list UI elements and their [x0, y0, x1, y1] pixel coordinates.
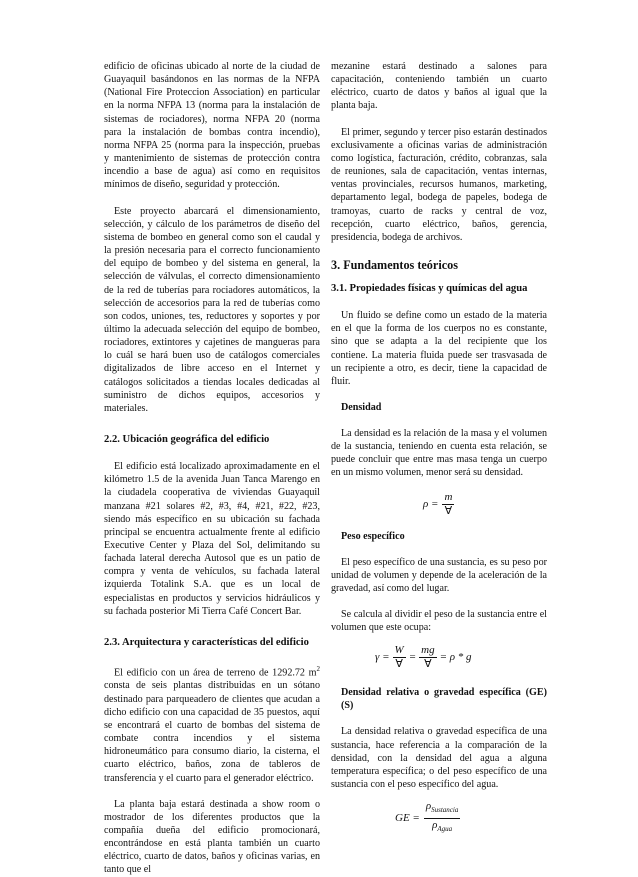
- paragraph-project-scope: Este proyecto abarcará el dimensionamiento, selección, y cálculo de los parámetros de diseño del sistema de bombeo en general como son el caudal y la presión necesaria para el correcto funcionamiento del equipo de bombeo y del sistema en general, la selección de válvulas, el correcto dimensionamiento de la red de tuberías para rociadores automáticos, la selección de accesorios para la red de tuberías como son codos, uniones, tes, reductores y soportes y por último la adecuada selección del equipo de bombeo, rociadores, extintores y cajetines de mangueras para lo cuál se hará buen uso de catálogos comerciales digitalizados de libre acceso en el Internet y catálogos solicitados a tiendas locales dedicadas al suministro de dichos equipos, accesorios y materiales.: [104, 205, 320, 414]
- paragraph-relative-density: La densidad relativa o gravedad específica de una sustancia, hace referencia a la comparación de la densidad, con la densidad del agua a alguna temperatura específica; o del peso específico de una sustancia con el peso específico del agua.: [331, 726, 547, 790]
- paragraph-mezzanine: mezanine estará destinado a salones para capacitación, conteniendo también un cuarto eléctrico, cuarto de datos y baños al igual que la planta baja.: [331, 61, 547, 112]
- section-heading-architecture: 2.3. Arquitectura y características del edificio: [104, 636, 309, 648]
- paragraph-intro-continued: edificio de oficinas ubicado al norte de la ciudad de Guayaquil basándonos en las normas de la NFPA (National Fire Proteccion Association) en particular en la norma NFPA 13 (norma para la instalación de sistemas de rociadores), norma NFPA 20 (norma para la instalación de bombas contra incendio), norma NFPA 25 (norma para la inspección, pruebas y mantenimiento de sistemas de protección contra incendio a base de agua) así como en requisitos mínimos de diseño, seguridad y protección.: [104, 61, 320, 191]
- paragraph-fluid-definition: Un fluido se define como un estado de la materia en el que la forma de los cuerpos no es constante, sino que se adapta a la del recipiente que los contiene. La materia fluida puede ser trasvasada de un recipiente a otro, es decir, tiene la capacidad de fluir.: [331, 310, 547, 387]
- section-heading-theory: 3. Fundamentos teóricos: [331, 258, 458, 273]
- section-heading-location: 2.2. Ubicación geográfica del edificio: [104, 434, 270, 446]
- equation-density: ρ = $\frac{m}{\forall}$: [423, 491, 453, 518]
- paragraph-location: El edificio está localizado aproximadamente en el kilómetro 1.5 de la avenida Juan Tanca Marengo en la ciudadela cooperativa de viviendas Guayaquil manzana #21 solares #2, #3, #4, #21, #22, #23, siendo más específico en su ubicación su fachada principal se encuentra actualmente frente al edificio Executive Center y Plaza del Sol, delimitando su fachada lateral derecha Autosol que es un patio de compra y venta de vehículos, su fachada lateral izquierda Totalink S.A. que es un local de especialistas en productos y servicios hidráulicos y su fachada posterior Mi Tierra Café Concert Bar.: [104, 461, 320, 617]
- paragraph-specific-weight-calc: Se calcula al dividir el peso de la sustancia entre el volumen que este ocupa:: [331, 609, 547, 634]
- paragraph-architecture: El edificio con un área de terreno de 1292.72 $m^2$ consta de seis plantas distribuidas en un sótano destinado para parqueadero de clientes que acudan a dicho edificio con una capacidad de 35 puestos, aquí se encontrará el cuarto de bombas del sistema de combate contra incendios y el sistema hidroneumático para consumo diario, la cisterna, el cuarto eléctrico, baños, zona de tableros de transferencia y el cuarto para el generador eléctrico.: [104, 664, 320, 784]
- term-heading-specific-weight: Peso específico: [341, 530, 405, 542]
- paragraph-upper-floors: El primer, segundo y tercer piso estarán destinados exclusivamente a oficinas varias de administración como logística, facturación, crédito, cobranzas, sala de reuniones, sala de capacitación, ventas internas, ventas provinciales, recursos humanos, marketing, departamento legal, bodega de papeles, bodega de tramoyas, cuarto de racks y central de voz, recepción, cuarto eléctrico, baños, gerencia, presidencia, bodega de archivos.: [331, 126, 547, 243]
- left-column: [104, 60, 320, 877]
- term-heading-relative-density: Densidad relativa o gravedad específica (GE) (S): [341, 687, 547, 712]
- paragraph-specific-weight: El peso específico de una sustancia, es su peso por unidad de volumen y depende de la aceleración de la gravedad, así como del lugar.: [331, 556, 547, 594]
- paragraph-density: La densidad es la relación de la masa y el volumen de la sustancia, teniendo en cuenta esta relación, se puede concluir que entre mas masa tenga un cuerpo en un mismo volumen, menor será su densidad.: [331, 427, 547, 479]
- equation-relative-density: GE = $\frac{\rho_{Sustancia}}{\rho_{Agua}}$: [395, 800, 459, 833]
- right-column: [331, 60, 547, 835]
- paragraph-ground-floor: La planta baja estará destinada a show room o mostrador de los diferentes productos que la compañía dueña del edificio promocionará, encontrándose en está planta también un cuarto eléctrico, cuarto de datos, baños y oficinas varias, en tanto que el: [104, 798, 320, 876]
- subsection-heading-water-properties: 3.1. Propiedades físicas y químicas del agua: [331, 283, 528, 295]
- term-heading-density: Densidad: [341, 401, 382, 413]
- equation-specific-weight: γ = $\frac{W}{\forall}$ = $\frac{mg}{\forall}$ = ρ * g: [375, 643, 472, 670]
